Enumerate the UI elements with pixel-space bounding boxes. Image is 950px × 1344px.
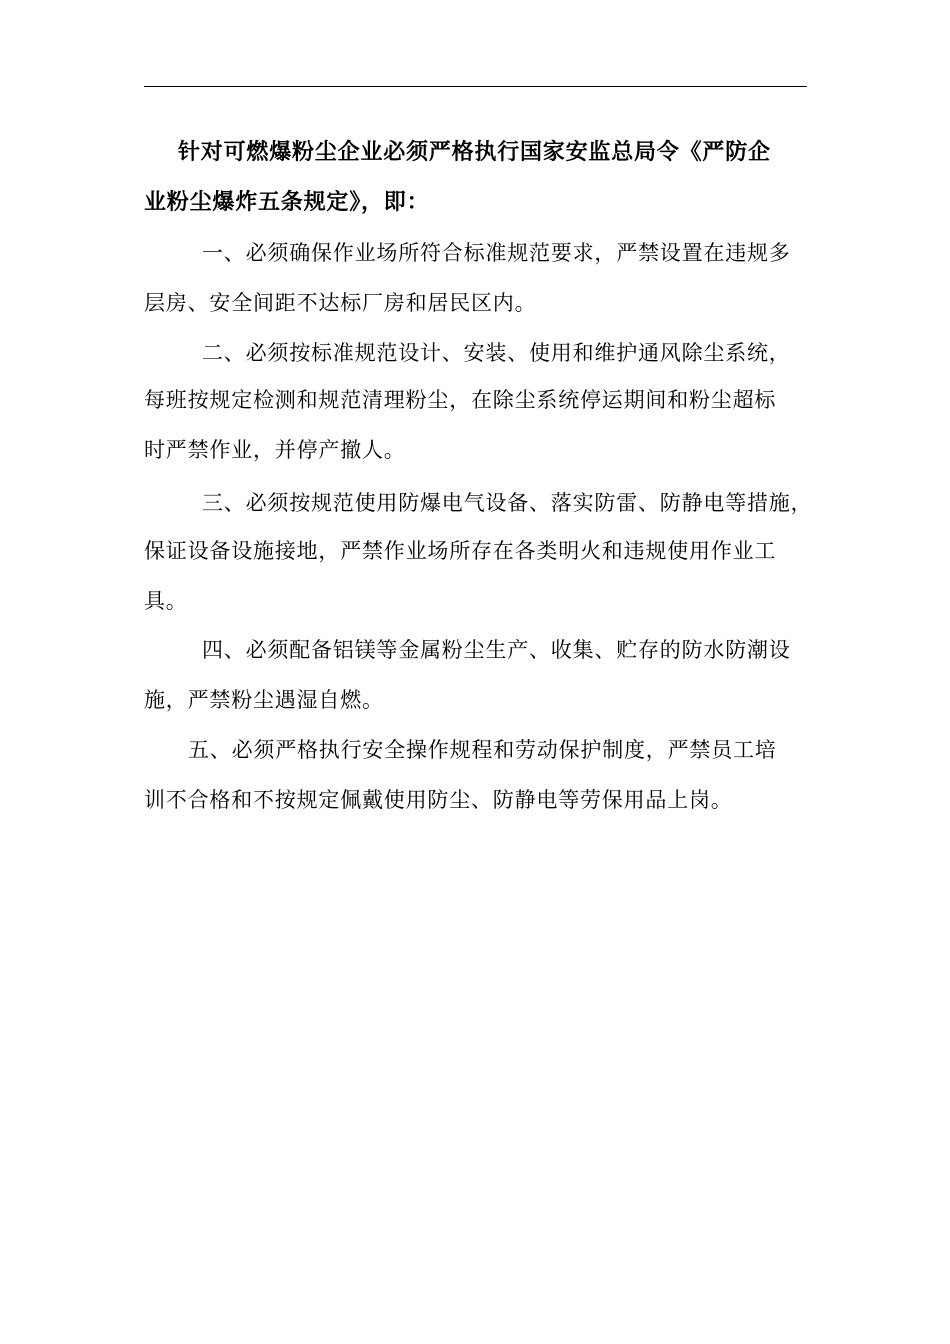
rule-3-line-3: 具。 (144, 589, 188, 613)
rule-4-line-1: 四、必须配备铝镁等金属粉尘生产、收集、贮存的防水防潮设 (202, 638, 791, 662)
rule-2-line-1: 二、必须按标准规范设计、安装、使用和维护通风除尘系统， (202, 341, 791, 365)
rule-4-line-2: 施，严禁粉尘遇湿自燃。 (144, 688, 384, 712)
rule-1-line-1: 一、必须确保作业场所符合标准规范要求，严禁设置在违规多 (202, 241, 791, 265)
rule-1-line-2: 层房、安全间距不达标厂房和居民区内。 (144, 291, 537, 315)
rule-5-line-2: 训不合格和不按规定佩戴使用防尘、防静电等劳保用品上岗。 (144, 788, 733, 812)
rule-2-line-2: 每班按规定检测和规范清理粉尘，在除尘系统停运期间和粉尘超标 (144, 388, 777, 412)
rule-3-line-2: 保证设备设施接地，严禁作业场所存在各类明火和违规使用作业工 (144, 539, 777, 563)
rule-3-line-1: 三、必须按规范使用防爆电气设备、落实防雷、防静电等措施， (202, 491, 813, 515)
rule-5-line-1: 五、必须严格执行安全操作规程和劳动保护制度，严禁员工培 (188, 738, 777, 762)
rule-2-line-3: 时严禁作业，并停产撤人。 (144, 438, 406, 462)
intro-line-2: 业粉尘爆炸五条规定》，即： (144, 189, 430, 215)
intro-line-1: 针对可燃爆粉尘企业必须严格执行国家安监总局令《严防企 (178, 139, 771, 165)
header-rule (144, 86, 807, 87)
